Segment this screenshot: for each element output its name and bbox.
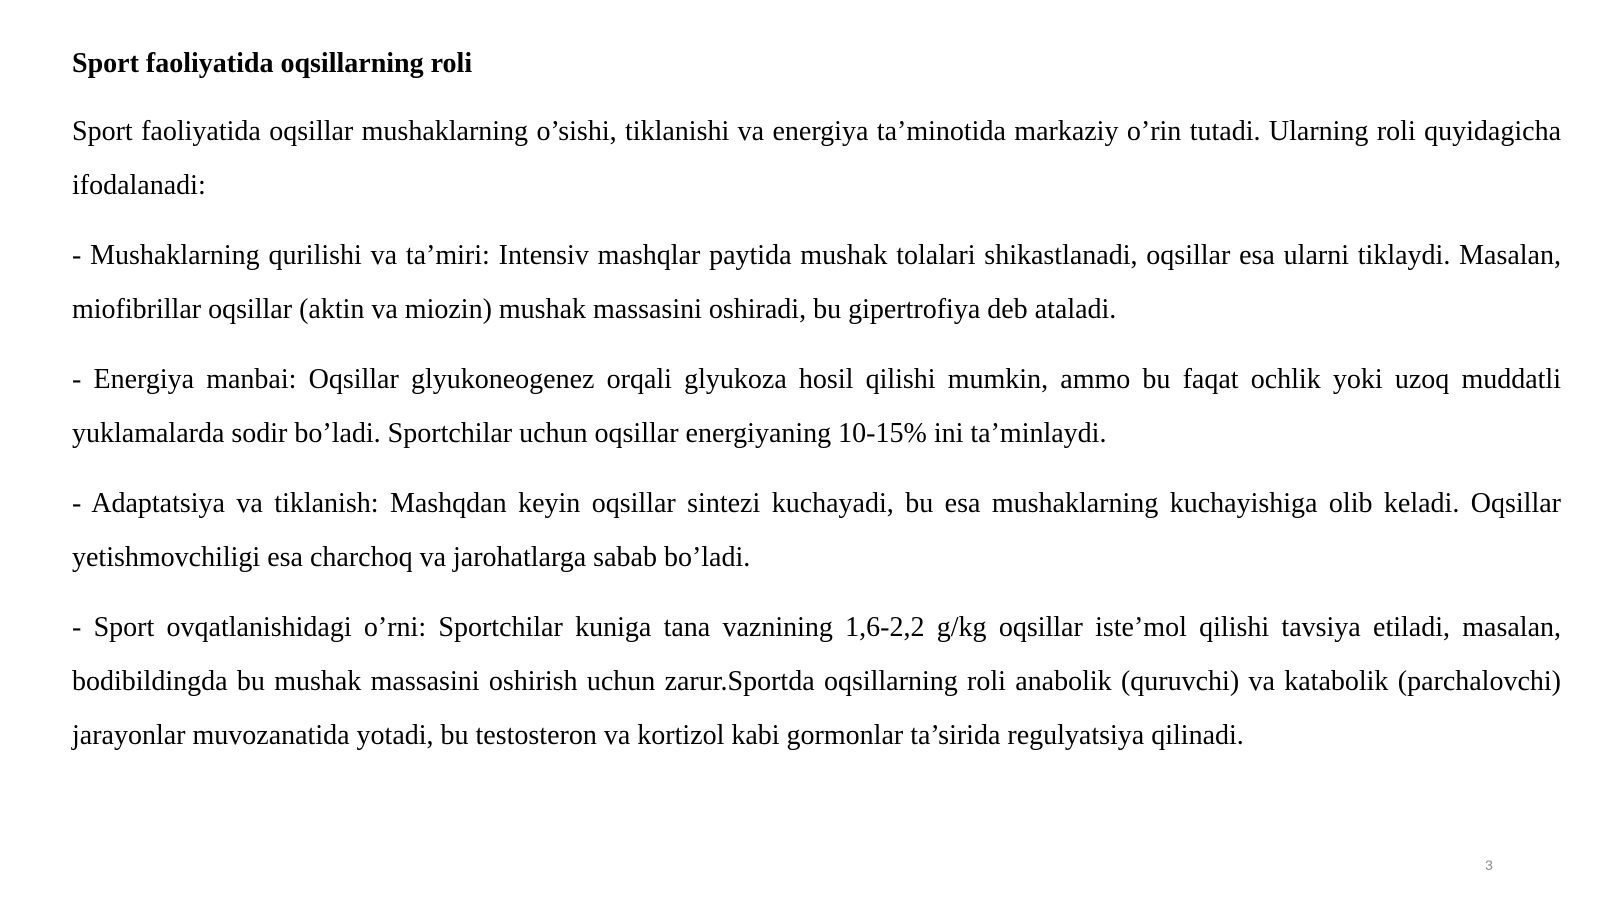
paragraph-muscle-building: - Mushaklarning qurilishi va ta’miri: Intensiv mashqlar paytida mushak tolalari shikastlanadi, oqsillar esa ularni tiklaydi. Masalan, miofibrillar oqsillar (aktin va miozin) mushak massasini oshiradi, bu gipertrofiya deb ataladi. [72,240,1561,325]
document-heading: Sport faoliyatida oqsillarning roli [72,48,473,79]
paragraph-sport-nutrition: - Sport ovqatlanishidagi o’rni: Sportchilar kuniga tana vaznining 1,6-2,2 g/kg oqsillar iste’mol qilishi tavsiya etiladi, masalan, bodibildingda bu mushak massasini oshirish uchun zarur.Sportda oqsillarning roli anabolik (quruvchi) va katabolik (parchalovchi) jarayonlar muvozanatida yotadi, bu testosteron va kortizol kabi gormonlar ta’sirida regulyatsiya qilinadi. [72,612,1561,751]
document-content [72,44,1561,779]
paragraph-energy-source: - Energiya manbai: Oqsillar glyukoneogenez orqali glyukoza hosil qilishi mumkin, ammo bu faqat ochlik yoki uzoq muddatli yuklamalarda sodir bo’ladi. Sportchilar uchun oqsillar energiyaning 10-15% ini ta’minlaydi. [72,364,1561,449]
paragraph-adaptation: - Adaptatsiya va tiklanish: Mashqdan keyin oqsillar sintezi kuchayadi, bu esa mushaklarning kuchayishiga olib keladi. Oqsillar yetishmovchiligi esa charchoq va jarohatlarga sabab bo’ladi. [72,488,1561,573]
paragraph-intro: Sport faoliyatida oqsillar mushaklarning o’sishi, tiklanishi va energiya ta’minotida markaziy o’rin tutadi. Ularning roli quyidagicha ifodalanadi: [72,116,1561,201]
page-number: 3 [1485,857,1493,873]
